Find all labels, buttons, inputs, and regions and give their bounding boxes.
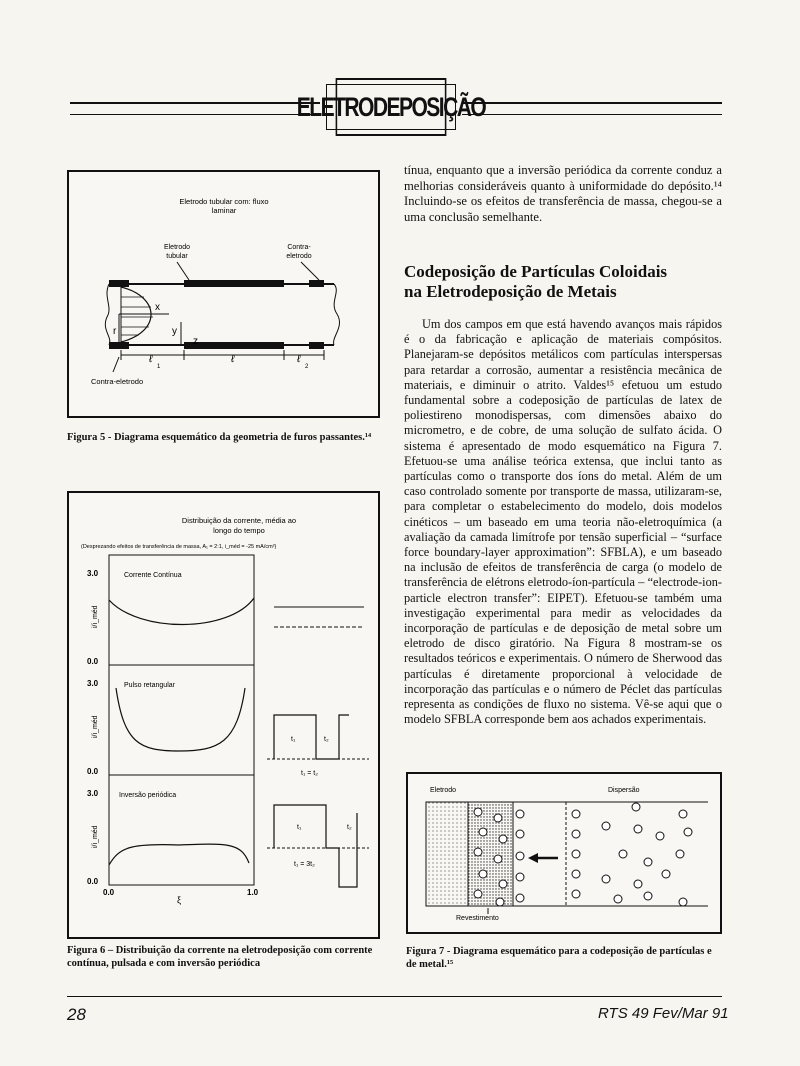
- fig5-seg-l1-sub: 1: [157, 364, 161, 370]
- fig6-note: (Desprezando efeitos de transferência de massa, A₁ = 2:1, i_méd = -25 mA/cm²): [81, 544, 277, 550]
- fig6-panel2-ymin: 0.0: [87, 767, 99, 776]
- header-rule-right-bottom: [462, 114, 722, 115]
- fig5-title-2: laminar: [211, 206, 237, 215]
- fig6-rev-relation: t₁ = 3t₂: [294, 861, 315, 868]
- section-title-inner-frame: [326, 84, 456, 130]
- fig6-panel1-ylabel: i/i_méd: [92, 605, 99, 628]
- fig6-x-label: ξ: [177, 895, 182, 905]
- fig6-pulse-relation: t₁ = t₂: [301, 770, 318, 777]
- fig5-title-1: Eletrodo tubular com: fluxo: [179, 197, 269, 206]
- page-number: 28: [67, 1005, 86, 1024]
- fig6-title-2: longo do tempo: [213, 526, 265, 535]
- fig5-label-contra-1: Contra-: [287, 244, 311, 251]
- article-heading: [404, 262, 722, 302]
- fig6-panel1-ymin: 0.0: [87, 657, 99, 666]
- footer-rule: [67, 996, 722, 997]
- fig5-axis-z: z: [193, 336, 198, 347]
- article-body: [404, 317, 722, 727]
- figure7-box: [406, 772, 722, 934]
- fig7-label-coating: Revestimento: [456, 915, 499, 922]
- figure7-caption: Figura 7 - Diagrama esquemático para a codeposição de partículas e de metal.¹⁵: [406, 946, 712, 970]
- fig5-seg-l1: ℓ: [149, 353, 153, 365]
- fig6-panel3-ymax: 3.0: [87, 789, 99, 798]
- fig6-pulse-t1: t₁: [291, 736, 296, 743]
- fig5-seg-l2: ℓ: [297, 353, 301, 365]
- fig5-label-tubular-1: Eletrodo: [163, 244, 191, 251]
- fig6-panel3-ylabel: i/i_méd: [92, 825, 99, 848]
- fig5-axis-x: x: [155, 302, 160, 313]
- section-title: ELETRODEPOSIÇÃO: [336, 78, 447, 136]
- header-rule-left-top: [70, 102, 320, 104]
- figure6-chart: [69, 493, 378, 937]
- fig6-panel3-label: Inversão periódica: [119, 792, 177, 799]
- article-intro: [404, 163, 722, 225]
- fig6-x-min: 0.0: [103, 888, 115, 897]
- fig5-seg-l: ℓ: [231, 353, 235, 365]
- fig6-panel2-label: Pulso retangular: [124, 682, 175, 689]
- figure6-box: [67, 491, 380, 939]
- fig5-axis-r: r: [113, 326, 117, 337]
- fig6-x-max: 1.0: [247, 888, 259, 897]
- fig6-rev-t1: t₁: [297, 824, 302, 831]
- fig6-panel2-ymax: 3.0: [87, 679, 99, 688]
- journal-info: RTS 49 Fev/Mar 91: [598, 1005, 729, 1022]
- fig5-axis-y: y: [172, 326, 177, 337]
- fig6-panel2-ylabel: i/i_méd: [92, 715, 99, 738]
- fig6-panel1-ymax: 3.0: [87, 569, 99, 578]
- figure7-diagram: [408, 774, 720, 932]
- article-intro-text: tínua, enquanto que a inversão periódica da corrente conduz a melhorias consideráveis quanto à uniformidade do depósito.¹⁴ Incluindo-se os efeitos de transferência de massa, chegou-se a uma conclusão semelhante.: [404, 163, 722, 224]
- figure5-caption: Figura 5 - Diagrama esquemático da geometria de furos passantes.¹⁴: [67, 432, 372, 443]
- fig6-panel1-label: Corrente Contínua: [124, 572, 182, 579]
- figure6-caption: Figura 6 – Distribuição da corrente na eletrodeposição com corrente contínua, pulsada e com inversão periódica: [67, 945, 373, 969]
- fig6-pulse-t2: t₂: [324, 736, 329, 743]
- fig7-label-electrode: Eletrodo: [430, 787, 457, 794]
- fig5-label-contra-bottom: Contra-eletrodo: [91, 377, 144, 386]
- fig5-label-tubular-2: tubular: [166, 253, 188, 260]
- article-heading-line1: Codeposição de Partículas Coloidais: [404, 262, 668, 281]
- header-rule-left-bottom: [70, 114, 320, 115]
- fig6-title-1: Distribuição da corrente, média ao: [181, 516, 297, 525]
- article-heading-line2: na Eletrodeposição de Metais: [404, 282, 617, 301]
- fig6-panel3-ymin: 0.0: [87, 877, 99, 886]
- fig7-label-dispersion: Dispersão: [608, 787, 640, 794]
- header-rule-right-top: [462, 102, 722, 104]
- fig6-rev-t2: t₂: [347, 824, 352, 831]
- fig5-seg-l2-sub: 2: [305, 364, 309, 370]
- fig5-label-contra-2: eletrodo: [286, 253, 312, 260]
- article-paragraph: Um dos campos em que está havendo avanços mais rápidos é o da fabricação e aplicação de materiais compósitos. Planejaram-se depósitos metálicos com partículas interspersas para retardar a corrosão, aumentar a resistência mecânica de materiais, e diminuir o atrito. Valdes¹⁵ efetuou um estudo fundamental sobre a codeposição de partículas de latex de poliestireno monodispersas, com dimensões abaixo do micrometro, e de cobre, de uma solução de sulfato ácida. O sistema é apresentado de modo esquemático na Figura 7. Efetuou-se uma análise teórica extensa, que inclui tanto as partículas como o transporte dos íons do metal. Além de um caso controlado somente por transporte de massa, utilizaram-se, para completar o estabelecimento do modelo, dois modelos cinéticos – um baseado em uma teoria não-eletroquímica (a avaliação da camada limítrofe por tensão superficial – “surface force boundary-layer approximation”: SFBLA), e um baseado na inclusão de efeitos de transferência de carga (o modelo de transferência de elétrons eletrodo-íon-partícula – “electrode-ion-particle electron transfer”: EIPET). Efetuou-se também uma investigação experimental para medir as velocidades da incorporação de partículas e de deposição de metal sobre um eletrodo de disco giratório. Na Figura 8 mostram-se os resultados teóricos e experimentais. O número de Sherwood das partículas é diretamente proporcional à velocidade de incorporação das partículas e o número de Péclet das partículas representa as condições de fluxo no sistema. Vê-se aqui que o modelo SFBLA corresponde bem aos achados experimentais.: [404, 317, 722, 727]
- figure5-box: [67, 170, 380, 418]
- figure5-diagram: [69, 172, 378, 416]
